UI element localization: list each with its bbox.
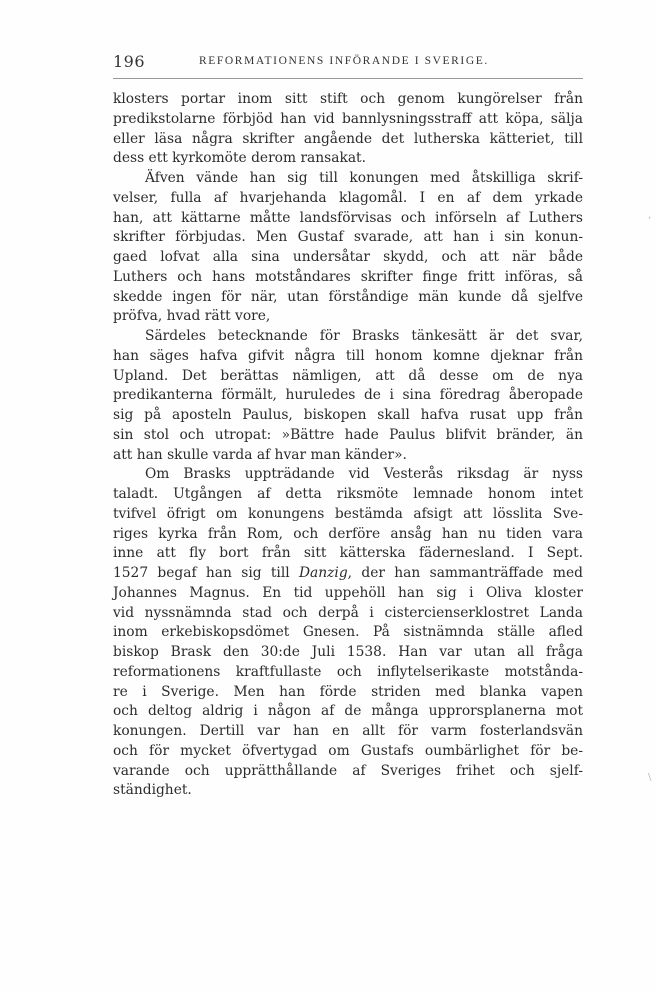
text-line: 1527 begaf han sig till Danzig, der han sammanträffade med bbox=[113, 565, 583, 581]
header-rule bbox=[113, 78, 583, 79]
page-number: 196 bbox=[113, 52, 146, 71]
text-line: att han skulle varda af hvar man känder». bbox=[113, 446, 407, 463]
text-line: sin stol och utropat: »Bättre hade Paulus blifvit bränder, än bbox=[113, 426, 583, 443]
text-line: ständighet. bbox=[113, 782, 192, 799]
text-line: velser, fulla af hvarjehanda klagomål. I en af dem yrkade bbox=[113, 189, 583, 206]
body-text bbox=[113, 90, 583, 801]
italic-place-name: Danzig bbox=[298, 565, 348, 581]
scan-edge-mark: \ bbox=[648, 772, 652, 783]
text-line: konungen. Dertill var han en allt för varm fosterlandsvän bbox=[113, 723, 583, 739]
text-line: han, att kättarne måtte landsförvisas och införseln af Luthers bbox=[113, 209, 583, 226]
text-line: och för mycket öfvertygad om Gustafs oumbärlighet för be- bbox=[113, 742, 583, 759]
text-line: vid nyssnämnda stad och derpå i cistercienserklostret Landa bbox=[113, 604, 583, 621]
paragraph bbox=[113, 169, 583, 327]
running-head bbox=[113, 52, 581, 74]
scan-edge-mark: , bbox=[648, 210, 652, 221]
paragraph bbox=[113, 90, 583, 169]
text-line: riges kyrka från Rom, och derföre ansåg han nu tiden vara bbox=[113, 525, 583, 542]
paragraph bbox=[113, 465, 583, 801]
text-line: reformationens kraftfullaste och inflytelserikaste motstånda- bbox=[113, 663, 583, 680]
text-line: Särdeles betecknande för Brasks tänkesätt är det svar, bbox=[145, 328, 583, 344]
text-line: Johannes Magnus. En tid uppehöll han sig i Oliva kloster bbox=[113, 584, 583, 601]
text-line: skedde ingen för när, utan förståndige män kunde då sjelfve bbox=[113, 288, 583, 305]
text-line: han säges hafva gifvit några till honom komne djeknar från bbox=[113, 347, 583, 364]
text-line: predikanterna förmält, huruledes de i sina föredrag åberopade bbox=[113, 387, 583, 404]
text-line: re i Sverige. Men han förde striden med blanka vapen bbox=[113, 683, 583, 700]
text-line: biskop Brask den 30:de Juli 1538. Han var utan all fråga bbox=[113, 644, 583, 660]
paragraph bbox=[113, 327, 583, 465]
text-line: eller läsa några skrifter angående det lutherska kätteriet, till bbox=[113, 130, 583, 147]
text-line: Om Brasks uppträdande vid Vesterås riksdag är nyss bbox=[145, 466, 583, 483]
text-line: sig på aposteln Paulus, biskopen skall hafva rusat upp från bbox=[113, 407, 583, 423]
text-line: tvifvel öfrigt om konungens bestämda afsigt att lösslita Sve- bbox=[113, 505, 583, 522]
text-line: pröfva, hvad rätt vore, bbox=[113, 308, 271, 325]
text-line: taladt. Utgången af detta riksmöte lemnade honom intet bbox=[113, 486, 583, 502]
text-line: Upland. Det berättas nämligen, att då desse om de nya bbox=[113, 367, 583, 384]
running-title: REFORMATIONENS INFÖRANDE I SVERIGE. bbox=[199, 55, 489, 67]
text-line: predikstolarne förbjöd han vid bannlysningsstraff att köpa, sälja bbox=[113, 110, 583, 127]
text-line: inom erkebiskopsdömet Gnesen. På sistnämnda ställe afled bbox=[113, 624, 583, 641]
text-line: varande och upprätthållande af Sveriges frihet och sjelf- bbox=[113, 762, 583, 779]
text-line: klosters portar inom sitt stift och genom kungörelser från bbox=[113, 91, 583, 107]
text-line: Äfven vände han sig till konungen med åtskilliga skrif- bbox=[145, 170, 583, 186]
text-line: och deltog aldrig i någon af de många upprorsplanerna mot bbox=[113, 703, 583, 720]
text-line: inne att fly bort från sitt kätterska fädernesland. I Sept. bbox=[113, 545, 583, 562]
text-line: skrifter förbjudas. Men Gustaf svarade, att han i sin konun- bbox=[113, 229, 583, 246]
text-line: Luthers och hans motståndares skrifter finge fritt införas, så bbox=[113, 268, 583, 285]
text-line: dess ett kyrkomöte derom ransakat. bbox=[113, 150, 366, 167]
text-line: gaed lofvat alla sina undersåtar skydd, och att när både bbox=[113, 249, 583, 265]
